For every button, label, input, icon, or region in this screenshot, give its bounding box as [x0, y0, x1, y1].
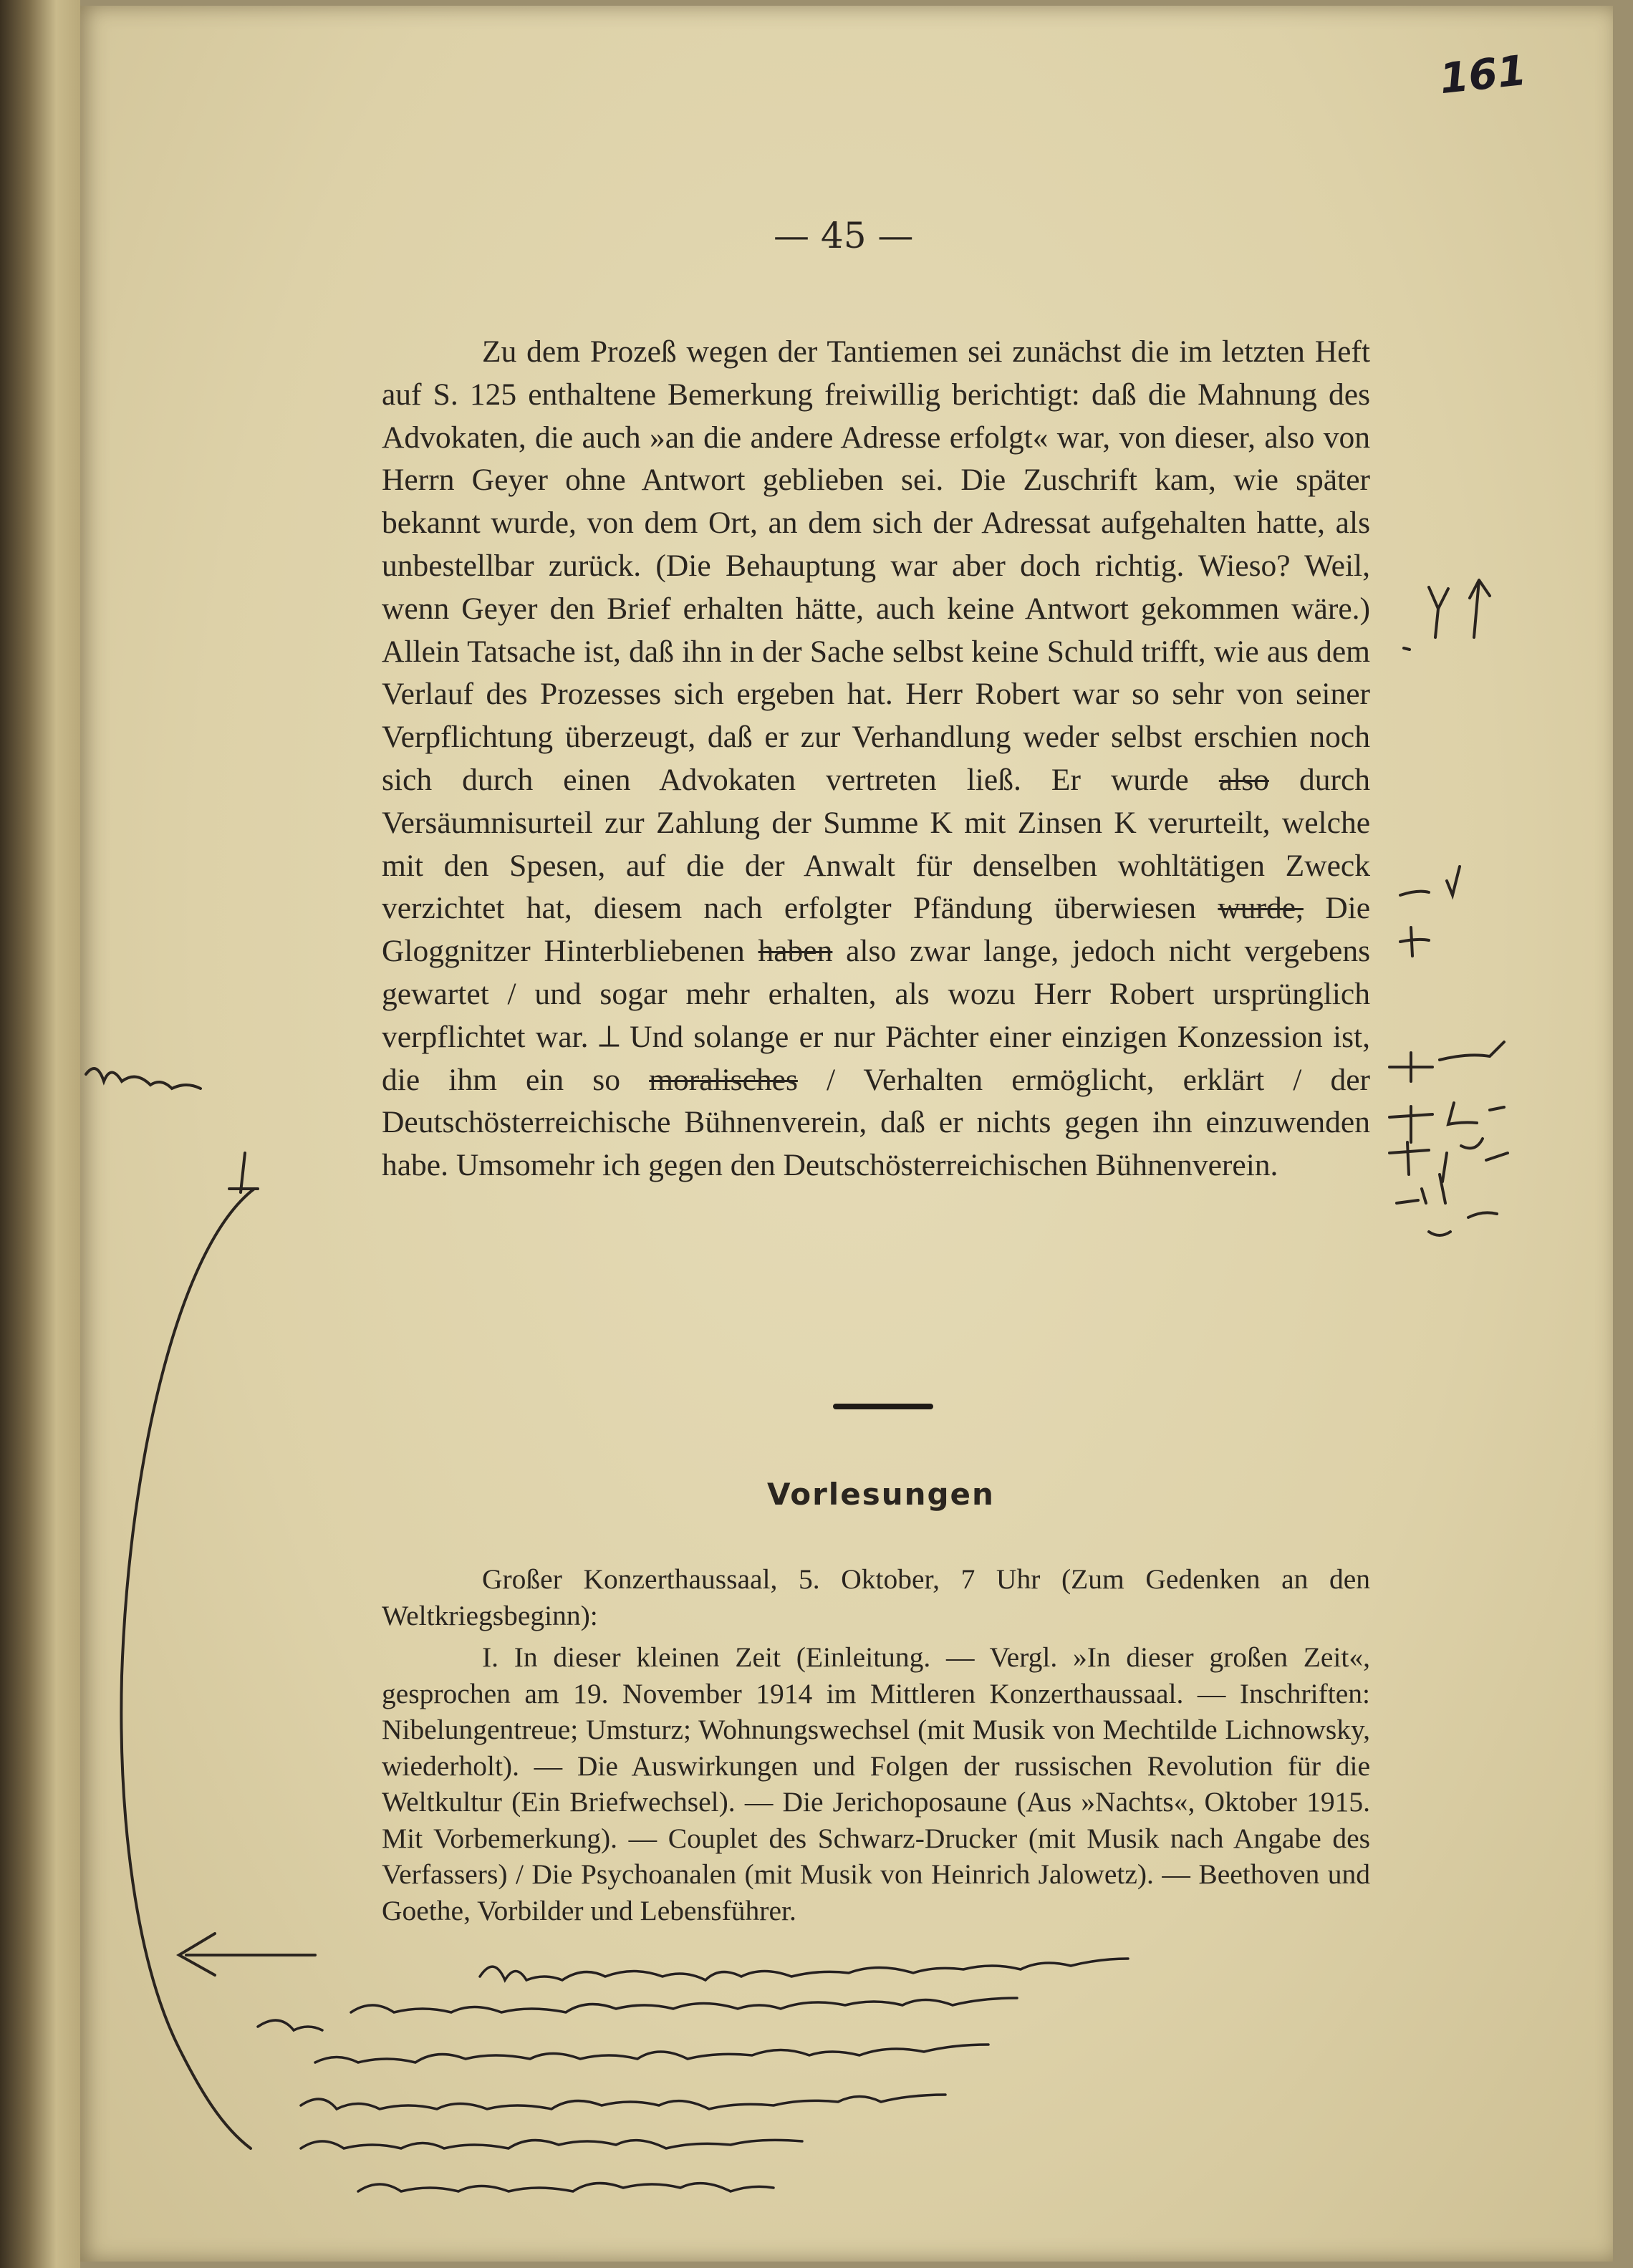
archive-folio-number: 161 — [1437, 45, 1529, 104]
struck-word: moralisches — [649, 1062, 798, 1097]
body-text-segment: / Verhalten ermöglicht, erklärt / der Deutschösterreichische Bühnenverein, daß er nichts gegen ihn einzuwenden habe. Umsomehr ich gegen den Deutschösterreichischen Bühnenverein. — [382, 1062, 1371, 1183]
lecture-intro: Großer Konzerthaussaal, 5. Oktober, 7 Uhr (Zum Gedenken an den Weltkriegsbeginn): — [382, 1563, 1370, 1631]
struck-word: wurde, — [1218, 891, 1304, 926]
body-text-segment: Zu dem Prozeß wegen der Tantiemen sei zunächst die im letzten Heft auf S. 125 enthaltene Bemerkung freiwillig berichtigt: daß die Mahnung des Advokaten, die auch »an die andere Adresse erfolgt« war, von dieser, also von Herrn Geyer ohne Antwort geblieben sei. Die Zuschrift kam, wie später bekannt wurde, von dem Ort, an dem sich der Adressat aufgehalten hatte, als unbestellbar zurück. (Die Behauptung war aber doch richtig. Wieso? Weil, wenn Geyer den Brief erhalten hätte, auch keine Antwort gekommen wäre.) Allein Tatsache ist, daß ihn in der Sache selbst keine Schuld trifft, wie aus dem Verlauf des Prozesses sich ergeben hat. Herr Robert war so sehr von seiner Verpflichtung überzeugt, daß er zur Verhandlung weder selbst erschien noch sich durch einen Advokaten vertreten ließ. Er wurde — [382, 334, 1370, 797]
section-divider — [833, 1404, 933, 1409]
body-paragraph — [382, 331, 1370, 1187]
body-text-segment: also zwar lange, jedoch nicht vergebens gewartet / und sogar mehr erhalten, als wozu Herr Robert ursprünglich verpflichtet war. ⟂ Und solange er nur Pächter einer einzigen Konzession ist, die ihm ein so — [382, 934, 1370, 1097]
lecture-program: I. In dieser kleinen Zeit (Einleitung. — Vergl. »In dieser großen Zeit«, gesprochen am 19. November 1914 im Mittleren Konzerthaussaal. — Inschriften: Nibelungentreue; Umsturz; Wohnungswechsel (mit Musik von Mechtilde Lichnowsky, wiederholt). — Die Auswirkungen und Folgen der russischen Revolution für die Weltkultur (Ein Briefwechsel). — Die Jerichoposaune (Aus »Nachts«, Oktober 1915. Mit Vorbemerkung). — Couplet des Schwarz-Drucker (mit Musik nach Angabe des Verfassers) / Die Psychoanalen (mit Musik von Heinrich Jalowetz). — Beethoven und Goethe, Vorbilder und Lebensführer. — [382, 1641, 1370, 1926]
lecture-announcement — [382, 1561, 1370, 1934]
page-number: — 45 — — [774, 215, 914, 256]
book-gutter — [0, 0, 80, 2268]
struck-word: haben — [758, 934, 833, 969]
body-text — [382, 331, 1370, 1187]
struck-word: also — [1218, 762, 1269, 797]
margin-marks-right — [1361, 559, 1576, 1311]
body-text-segment: Die Gloggnitzer Hinterbliebenen — [382, 891, 1371, 969]
section-heading: Vorlesungen — [767, 1477, 995, 1512]
body-text-segment: durch Versäumnisurteil zur Zahlung der Summe K mit Zinsen K verurteilt, welche mit den Spesen, auf die der Anwalt für denselben wohltätigen Zweck verzichtet hat, diesem nach erfolgter Pfändung überwiesen — [382, 762, 1371, 926]
handwritten-bottom-note — [244, 1934, 1475, 2220]
